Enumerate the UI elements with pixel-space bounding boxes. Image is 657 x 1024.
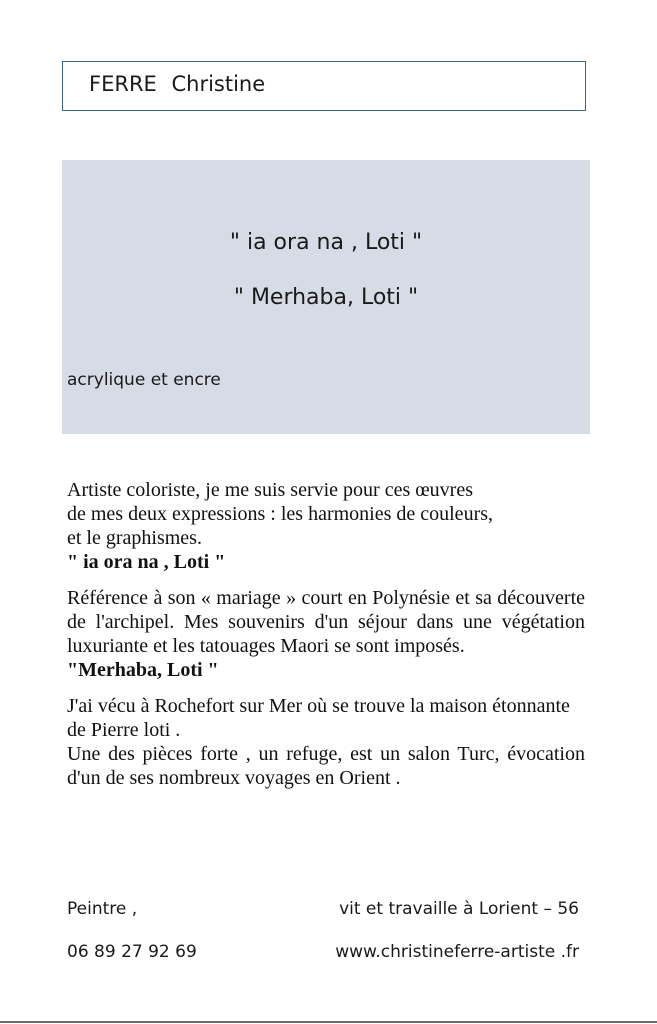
paragraph-salon-turc: Une des pièces forte , un refuge, est un salon Turc, évocation d'un de ses nombreux voyages en Orient . — [67, 743, 585, 789]
section-heading-1-text: " ia ora na , Loti " — [67, 551, 226, 573]
phone-number: 06 89 27 92 69 — [67, 942, 197, 962]
intro-line-2: de mes deux expressions : les harmonies de couleurs, — [67, 503, 494, 525]
bottom-divider — [0, 1021, 657, 1023]
artwork-title-2: " Merhaba, Loti " — [233, 285, 419, 310]
section-heading-1 — [67, 550, 585, 574]
location: vit et travaille à Lorient – 56 — [339, 899, 579, 919]
footer-row-contact — [67, 942, 579, 962]
artwork-medium: acrylique et encre — [67, 370, 221, 390]
profession: Peintre , — [67, 899, 138, 919]
intro-line-1: Artiste coloriste, je me suis servie pour ces œuvres — [67, 479, 474, 501]
artist-name: FERRE Christine — [89, 72, 266, 96]
paragraph-rochefort: J'ai vécu à Rochefort sur Mer où se trouve la maison étonnante de Pierre loti . — [67, 695, 570, 741]
artist-statement — [67, 478, 585, 790]
artist-name-box — [62, 61, 586, 111]
paragraph-polynesia: Référence à son « mariage » court en Polynésie et sa découverte de l'archipel. Mes souvenirs d'un séjour dans une végétation luxuriante et les tatouages Maori se sont imposés. — [67, 587, 585, 657]
intro-line-3: et le graphismes. — [67, 527, 202, 549]
section-heading-2-text: "Merhaba, Loti " — [67, 659, 219, 681]
artwork-panel — [62, 160, 590, 434]
website-link[interactable]: www.christineferre-artiste .fr — [335, 942, 579, 962]
section-heading-2 — [67, 658, 585, 682]
footer-row-profession — [67, 899, 579, 919]
artwork-title-1: " ia ora na , Loti " — [229, 230, 423, 255]
